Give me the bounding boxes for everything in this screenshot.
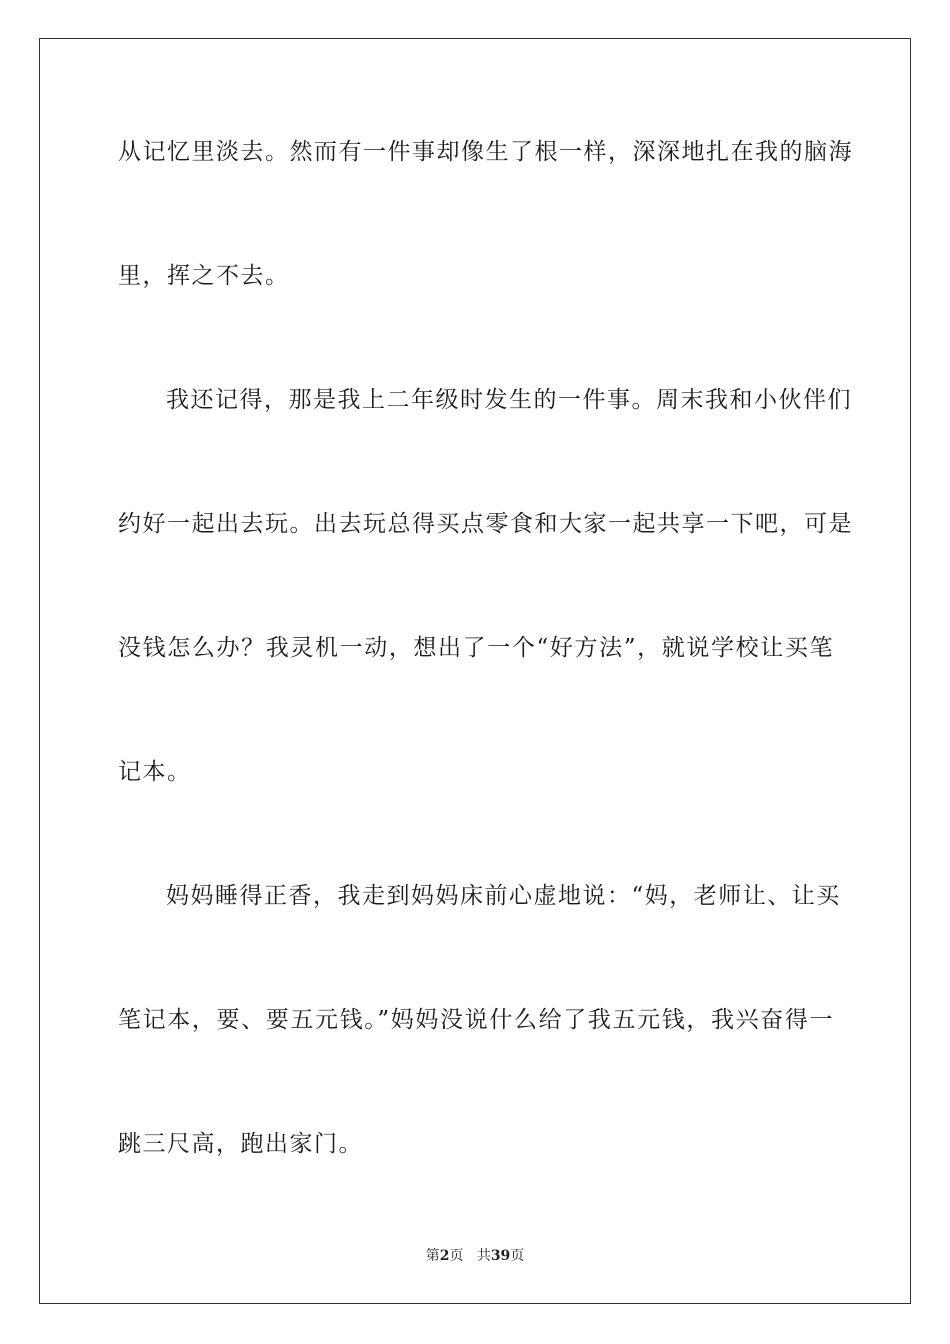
text-line: 记本。: [118, 759, 192, 785]
page-suffix: 页: [449, 1248, 464, 1264]
text-line: 里，挥之不去。: [118, 263, 290, 289]
text-line: 妈妈睡得正香，我走到妈妈床前心虚地说：“妈，老师让、让买: [166, 883, 841, 909]
text-line: 从记忆里淡去。然而有一件事却像生了根一样，深深地扎在我的脑海: [118, 139, 853, 165]
page-footer: [0, 1247, 950, 1265]
text-line: 跳三尺高，跑出家门。: [118, 1131, 363, 1157]
text-line: 约好一起出去玩。出去玩总得买点零食和大家一起共享一下吧，可是: [118, 511, 853, 537]
text-line: 没钱怎么办？我灵机一动，想出了一个“好方法”，就说学校让买笔: [118, 635, 834, 661]
page-border: [39, 38, 911, 1304]
text-line: 我还记得，那是我上二年级时发生的一件事。周末我和小伙伴们: [166, 387, 852, 413]
total-pages: 39: [490, 1248, 511, 1264]
page-number: 2: [439, 1248, 450, 1264]
total-suffix: 页: [510, 1248, 525, 1264]
page-prefix: 第: [425, 1248, 440, 1264]
text-line: 笔记本，要、要五元钱。”妈妈没说什么给了我五元钱，我兴奋得一: [118, 1007, 834, 1033]
total-prefix: 共: [476, 1248, 491, 1264]
